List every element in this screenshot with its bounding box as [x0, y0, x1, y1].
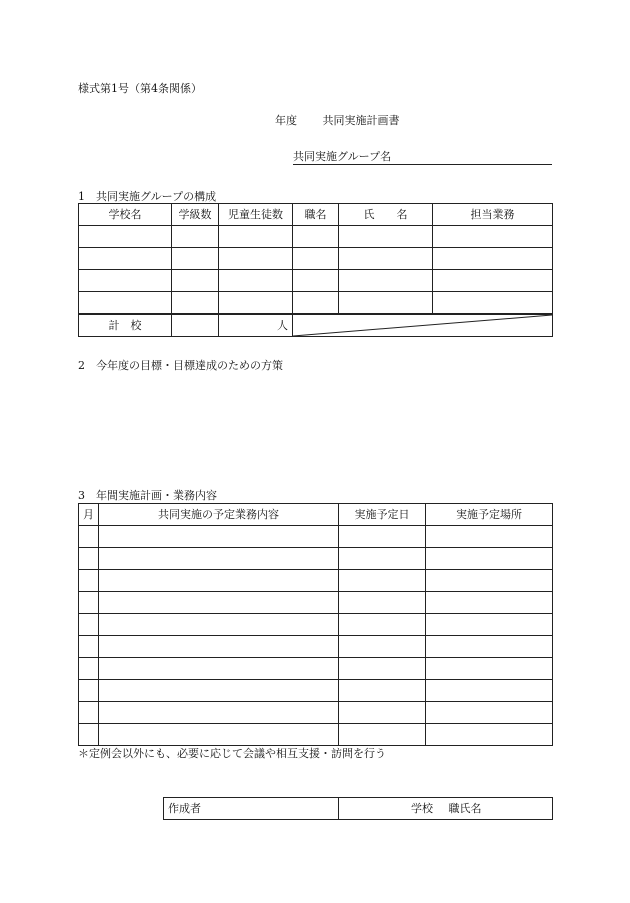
table-row — [79, 592, 553, 614]
author-school-label: 学校 — [411, 802, 433, 815]
diagonal-line — [293, 315, 552, 336]
author-table — [163, 797, 553, 820]
cell[interactable] — [99, 636, 339, 658]
cell[interactable] — [99, 570, 339, 592]
header-planned-place: 実施予定場所 — [426, 504, 553, 526]
cell[interactable] — [172, 270, 219, 292]
group-name-field[interactable] — [293, 148, 552, 165]
document-title — [275, 112, 400, 128]
header-planned-work: 共同実施の予定業務内容 — [99, 504, 339, 526]
cell[interactable] — [99, 614, 339, 636]
cell[interactable] — [339, 226, 433, 248]
cell[interactable] — [79, 270, 172, 292]
cell[interactable] — [172, 226, 219, 248]
header-duty: 担当業務 — [433, 204, 553, 226]
cell[interactable] — [339, 292, 433, 315]
cell[interactable] — [426, 526, 553, 548]
footnote: ＊定例会以外にも、必要に応じて会議や相互支援・訪問を行う — [78, 747, 386, 760]
table-row — [79, 724, 553, 746]
cell[interactable] — [99, 702, 339, 724]
cell[interactable] — [79, 526, 99, 548]
section3-heading: 3 年間実施計画・業務内容 — [78, 489, 217, 502]
cell[interactable] — [219, 248, 293, 270]
header-classes: 学級数 — [172, 204, 219, 226]
cell[interactable] — [339, 526, 426, 548]
cell[interactable] — [339, 614, 426, 636]
total-unit: 人 — [277, 319, 288, 332]
cell[interactable] — [219, 292, 293, 315]
cell[interactable] — [339, 724, 426, 746]
cell[interactable] — [339, 658, 426, 680]
cell[interactable] — [339, 270, 433, 292]
cell[interactable] — [79, 680, 99, 702]
header-planned-date: 実施予定日 — [339, 504, 426, 526]
cell[interactable] — [79, 614, 99, 636]
header-month: 月 — [79, 504, 99, 526]
header-name: 氏 名 — [339, 204, 433, 226]
cell[interactable] — [426, 724, 553, 746]
cell[interactable] — [433, 270, 553, 292]
table-row — [79, 226, 553, 248]
cell[interactable] — [99, 658, 339, 680]
total-students[interactable] — [219, 314, 293, 337]
cell[interactable] — [293, 248, 339, 270]
total-blank-diagonal — [293, 314, 553, 337]
cell[interactable] — [79, 592, 99, 614]
header-students: 児童生徒数 — [219, 204, 293, 226]
table-header-row — [79, 204, 553, 226]
cell[interactable] — [426, 636, 553, 658]
cell[interactable] — [79, 248, 172, 270]
author-title-name-label: 職氏名 — [448, 802, 482, 815]
cell[interactable] — [339, 248, 433, 270]
cell[interactable] — [293, 226, 339, 248]
table-header-row — [79, 504, 553, 526]
cell[interactable] — [426, 614, 553, 636]
section2-heading: 2 今年度の目標・目標達成のための方策 — [78, 359, 283, 372]
total-label: 計 校 — [79, 314, 172, 337]
cell[interactable] — [99, 548, 339, 570]
table-row — [79, 526, 553, 548]
cell[interactable] — [339, 636, 426, 658]
cell[interactable] — [79, 724, 99, 746]
header-school: 学校名 — [79, 204, 172, 226]
cell[interactable] — [339, 680, 426, 702]
cell[interactable] — [79, 658, 99, 680]
header-position: 職名 — [293, 204, 339, 226]
total-row — [79, 314, 553, 337]
cell[interactable] — [219, 226, 293, 248]
table-row — [79, 570, 553, 592]
cell[interactable] — [426, 548, 553, 570]
cell[interactable] — [79, 702, 99, 724]
cell[interactable] — [339, 592, 426, 614]
cell[interactable] — [339, 702, 426, 724]
cell[interactable] — [293, 270, 339, 292]
author-row — [164, 798, 553, 820]
title-year: 年度 — [275, 114, 297, 127]
group-name-label: 共同実施グループ名 — [293, 150, 392, 163]
author-field[interactable] — [339, 798, 553, 820]
cell[interactable] — [172, 292, 219, 315]
table-row — [79, 248, 553, 270]
cell[interactable] — [339, 548, 426, 570]
table-row — [79, 270, 553, 292]
cell[interactable] — [219, 270, 293, 292]
group-composition-table — [78, 203, 553, 337]
total-classes[interactable] — [172, 314, 219, 337]
cell[interactable] — [99, 592, 339, 614]
cell[interactable] — [433, 248, 553, 270]
table-row — [79, 548, 553, 570]
table-row — [79, 702, 553, 724]
cell[interactable] — [433, 226, 553, 248]
cell[interactable] — [79, 548, 99, 570]
form-number: 様式第1号（第4条関係） — [78, 82, 202, 95]
table-row — [79, 614, 553, 636]
title-name: 共同実施計画書 — [322, 114, 400, 127]
cell[interactable] — [426, 570, 553, 592]
cell[interactable] — [99, 526, 339, 548]
cell[interactable] — [433, 292, 553, 315]
cell[interactable] — [339, 570, 426, 592]
table-row — [79, 292, 553, 315]
cell[interactable] — [79, 226, 172, 248]
annual-plan-table — [78, 503, 553, 746]
table-row — [79, 636, 553, 658]
table-row — [79, 680, 553, 702]
cell[interactable] — [293, 292, 339, 315]
cell[interactable] — [79, 636, 99, 658]
table-row — [79, 658, 553, 680]
cell[interactable] — [426, 592, 553, 614]
cell[interactable] — [426, 680, 553, 702]
cell[interactable] — [99, 680, 339, 702]
cell[interactable] — [172, 248, 219, 270]
section1-heading: 1 共同実施グループの構成 — [78, 190, 217, 203]
cell[interactable] — [426, 702, 553, 724]
cell[interactable] — [99, 724, 339, 746]
cell[interactable] — [426, 658, 553, 680]
cell[interactable] — [79, 570, 99, 592]
cell[interactable] — [79, 292, 172, 315]
author-label: 作成者 — [164, 798, 339, 820]
